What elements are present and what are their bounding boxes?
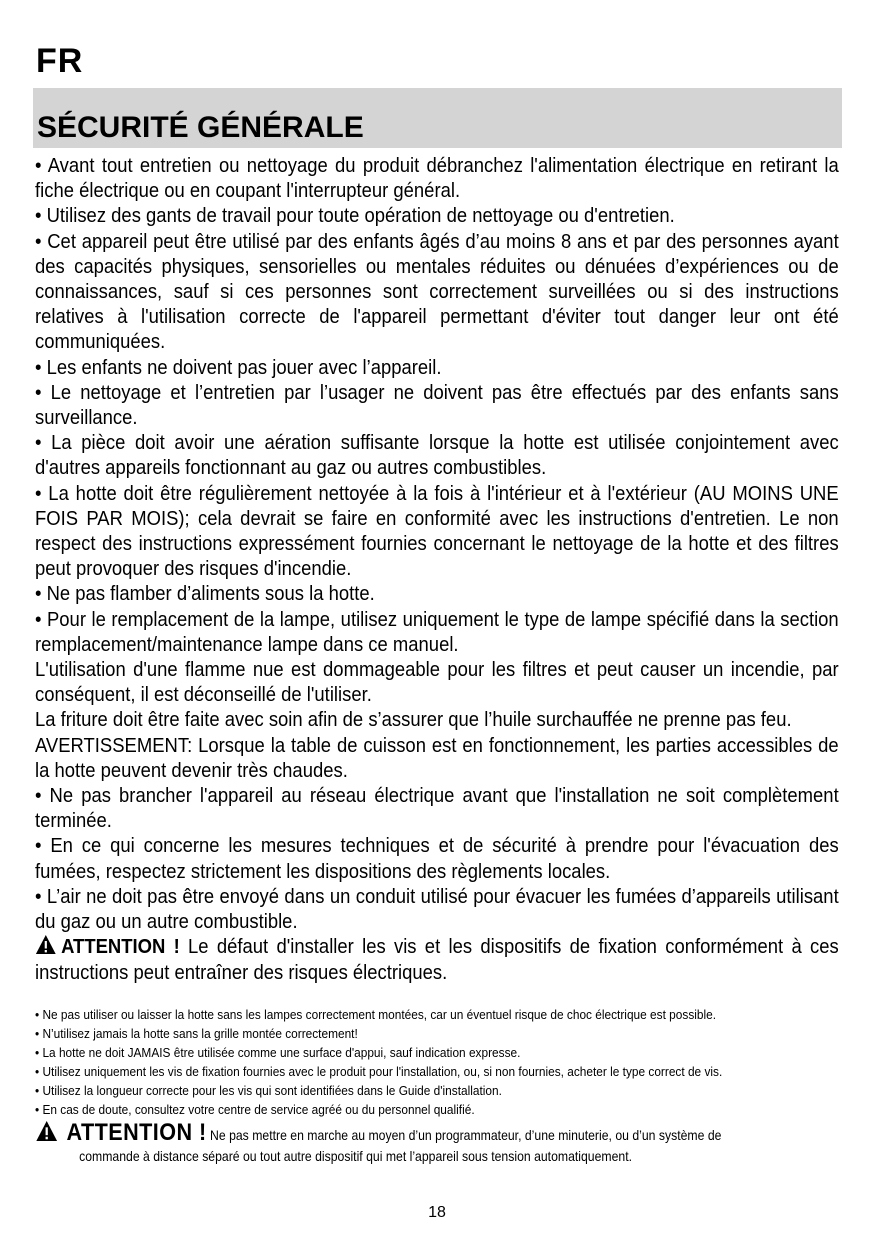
small-print-list xyxy=(35,1005,827,1119)
paragraph: • En ce qui concerne les mesures techniques et de sécurité à prendre pour l'évacuation des fumées, respectez strictement les dispositions des règlements locales. xyxy=(35,834,839,883)
list-item: • Utilisez uniquement les vis de fixation fournies avec le produit pour l'installation, ou, si non fournies, acheter le type correct de vis. xyxy=(35,1064,723,1079)
attention-label: ATTENTION ! xyxy=(61,935,180,959)
safety-text-block xyxy=(35,153,839,985)
paragraph: • Cet appareil peut être utilisé par des enfants âgés d’au moins 8 ans et par des personnes ayant des capacités physiques, sensorielles ou mentales réduites ou dénuées d’expériences ou de connaissances, sauf si ces personnes sont correctement surveillées ou si des instructions relatives à l'utilisation correcte de l'appareil permettant d'éviter tout danger leur ont été communiquées. xyxy=(35,229,839,354)
attention-label: ATTENTION ! xyxy=(66,1119,207,1146)
page-number: 18 xyxy=(428,1204,446,1221)
attention-text: Le défaut d'installer les vis et les dispositifs de fixation conformément à ces instructions peut entraîner des risques électriques. xyxy=(35,935,839,984)
paragraph: • L’air ne doit pas être envoyé dans un conduit utilisé pour évacuer les fumées d’appareils utilisant du gaz ou un autre combustible. xyxy=(35,884,839,934)
paragraph: • Ne pas flamber d’aliments sous la hotte. xyxy=(35,582,375,606)
language-code: FR xyxy=(36,42,84,80)
section-banner xyxy=(33,88,842,148)
paragraph: • Pour le remplacement de la lampe, utilisez uniquement le type de lampe spécifié dans la section remplacement/maintenance lampe dans ce manuel. xyxy=(35,607,839,656)
list-item: • Ne pas utiliser ou laisser la hotte sans les lampes correctement montées, car un éventuel risque de choc électrique est possible. xyxy=(35,1007,717,1022)
paragraph: • Les enfants ne doivent pas jouer avec l’appareil. xyxy=(35,355,442,379)
paragraph: • La pièce doit avoir une aération suffisante lorsque la hotte est utilisée conjointement avec d'autres appareils fonctionnant au gaz ou autres combustibles. xyxy=(35,431,839,480)
section-title: SÉCURITÉ GÉNÉRALE xyxy=(37,111,364,144)
paragraph: • Le nettoyage et l’entretien par l’usager ne doivent pas être effectués par des enfants sans surveillance. xyxy=(35,380,839,430)
warning-triangle-icon xyxy=(35,1120,58,1142)
list-item: • Utilisez la longueur correcte pour les vis qui sont identifiées dans le Guide d'installation. xyxy=(35,1083,502,1098)
attention-notice xyxy=(35,1120,839,1168)
attention-paragraph xyxy=(35,934,839,984)
list-item: • En cas de doute, consultez votre centre de service agréé ou du personnel qualifié. xyxy=(35,1102,475,1117)
warning-triangle-icon xyxy=(35,934,57,955)
attention-notice-line1 xyxy=(35,1120,839,1147)
paragraph: • La hotte doit être régulièrement nettoyée à la fois à l'intérieur et à l'extérieur (AU MOINS UNE FOIS PAR MOIS); cela devrait se faire en conformité avec les instructions d'entretien. Le non respect des instructions expressément fournies concernant le nettoyage de la hotte et des filtres peut provoquer des risques d'incendie. xyxy=(35,481,839,581)
attention-notice-line2: commande à distance séparé ou tout autre dispositif qui met l’appareil sous tension automatiquement. xyxy=(79,1149,633,1164)
attention-text: Ne pas mettre en marche au moyen d’un programmateur, d’une minuterie, ou d’un système de xyxy=(206,1128,722,1143)
paragraph: AVERTISSEMENT: Lorsque la table de cuisson est en fonctionnement, les parties accessibles de la hotte peuvent devenir très chaudes. xyxy=(35,733,839,782)
paragraph: • Utilisez des gants de travail pour toute opération de nettoyage ou d'entretien. xyxy=(35,204,675,228)
list-item: • La hotte ne doit JAMAIS être utilisée comme une surface d'appui, sauf indication expresse. xyxy=(35,1045,521,1060)
paragraph: L'utilisation d'une flamme nue est dommageable pour les filtres et peut causer un incendie, par conséquent, il est déconseillé de l'utiliser. xyxy=(35,658,839,707)
paragraph: • Avant tout entretien ou nettoyage du produit débranchez l'alimentation électrique en retirant la fiche électrique ou en coupant l'interrupteur général. xyxy=(35,154,839,203)
list-item: • N’utilisez jamais la hotte sans la grille montée correctement! xyxy=(35,1026,358,1041)
paragraph: • Ne pas brancher l'appareil au réseau électrique avant que l'installation ne soit complètement terminée. xyxy=(35,784,839,833)
paragraph: La friture doit être faite avec soin afin de s’assurer que l’huile surchauffée ne prenne pas feu. xyxy=(35,708,792,732)
